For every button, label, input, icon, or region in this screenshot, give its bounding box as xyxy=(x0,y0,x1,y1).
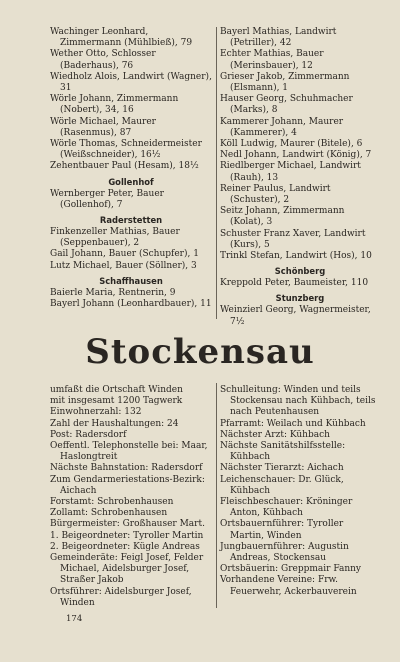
directory-entry: 2. Beigeordneter: Kügle Andreas xyxy=(50,541,200,552)
place-heading: Stunzberg xyxy=(275,293,325,304)
section-title: Stockensau xyxy=(85,332,315,372)
directory-entry: Kreppold Peter, Baumeister, 110 xyxy=(220,278,369,289)
directory-entry: Reiner Paulus, Landwirt (Schuster), 2 xyxy=(220,183,331,206)
directory-entry: Zollamt: Schrobenhausen xyxy=(50,508,168,519)
directory-entry: Wörle Thomas, Schneidermeister (Weißschneider), 16½ xyxy=(50,139,202,161)
directory-entry: umfaßt die Ortschaft Winden xyxy=(50,385,183,395)
directory-entry: Bayerl Johann (Leonhardbauer), 11 xyxy=(50,299,212,310)
directory-entry: Vorhandene Vereine: Frw. Feuerwehr, Ackerbauverein xyxy=(220,575,357,597)
directory-entry: 1. Beigeordneter: Tyroller Martin xyxy=(50,530,204,541)
directory-entry: Pfarramt: Weilach und Kühbach xyxy=(220,418,366,429)
directory-entry: Wörle Johann, Zimmermann (Nobert), 34, 16 xyxy=(50,94,179,116)
place-heading: Raderstetten xyxy=(99,215,163,226)
directory-entry: Wernberger Peter, Bauer (Gollenhof), 7 xyxy=(50,188,164,210)
directory-entry: Oeffentl. Telephonstelle bei: Maar, Haslongtreit xyxy=(50,441,208,463)
directory-entry: Hauser Georg, Schuhmacher (Marks), 8 xyxy=(220,94,353,116)
directory-entry: Trinkl Stefan, Landwirt (Hos), 10 xyxy=(220,251,372,262)
directory-entry: Zehentbauer Paul (Hesam), 18½ xyxy=(50,161,199,172)
upper-right-column xyxy=(220,27,380,328)
directory-entry: Weinzierl Georg, Wagnermeister, 7½ xyxy=(220,305,371,327)
directory-entry: Echter Mathias, Bauer (Merinsbauer), 12 xyxy=(220,49,324,71)
directory-entry: Baierle Maria, Rentnerin, 9 xyxy=(50,287,176,298)
directory-entry: Fleischbeschauer: Kröninger Anton, Kühbach xyxy=(220,497,353,519)
directory-entry: Post: Radersdorf xyxy=(50,429,127,440)
directory-entry: Wörle Michael, Maurer (Rasenmus), 87 xyxy=(50,116,156,138)
directory-entry: Nedl Johann, Landwirt (König), 7 xyxy=(220,150,372,161)
place-heading: Schönberg xyxy=(274,266,326,277)
directory-entry: Nächster Arzt: Kühbach xyxy=(220,429,330,440)
directory-entry: Lutz Michael, Bauer (Söllner), 3 xyxy=(50,260,197,271)
directory-entry: Schulleitung: Winden und teils Stockensau nach Kühbach, teils nach Peutenhausen xyxy=(220,385,376,418)
directory-entry: Kammerer Johann, Maurer (Kammerer), 4 xyxy=(220,116,344,138)
lower-left-column xyxy=(50,385,212,609)
lower-right-column xyxy=(220,385,380,598)
directory-entry: Leichenschauer: Dr. Glück, Kühbach xyxy=(220,474,344,496)
directory-entry: Grieser Jakob, Zimmermann (Elsmann), 1 xyxy=(220,71,350,94)
directory-entry: Wachinger Leonhard, Zimmermann (Mühlbieß), 79 xyxy=(50,27,193,49)
directory-entry: Ortsbäuerin: Greppmair Fanny xyxy=(220,564,361,575)
directory-entry: Ortsbauernführer: Tyroller Martin, Winden xyxy=(220,519,344,541)
directory-entry: Wether Otto, Schlosser (Baderhaus), 76 xyxy=(50,49,156,71)
directory-entry: Bürgermeister: Großhauser Mart. xyxy=(50,519,205,530)
directory-entry: Köll Ludwig, Maurer (Bitele), 6 xyxy=(220,139,363,150)
page-number: 174 xyxy=(66,614,83,624)
directory-entry: Nächster Tierarzt: Aichach xyxy=(220,463,344,474)
place-heading: Schaffhausen xyxy=(99,275,163,286)
column-divider xyxy=(216,383,217,608)
upper-left-column xyxy=(50,27,212,310)
directory-entry: Seitz Johann, Zimmermann (Kolat), 3 xyxy=(220,206,345,228)
directory-entry: Riedlberger Michael, Landwirt (Rauh), 13 xyxy=(220,161,361,183)
directory-entry: Forstamt: Schrobenhausen xyxy=(50,497,174,508)
directory-entry: Finkenzeller Mathias, Bauer (Seppenbauer), 2 xyxy=(50,227,180,249)
directory-entry: Jungbauernführer: Augustin Andreas, Stockensau xyxy=(220,541,349,564)
directory-entry: Ortsführer: Aidelsburger Josef, Winden xyxy=(50,586,192,608)
directory-entry: Gail Johann, Bauer (Schupfer), 1 xyxy=(50,249,199,260)
column-divider xyxy=(216,27,217,319)
directory-entry: Bayerl Mathias, Landwirt (Petriller), 42 xyxy=(220,27,337,49)
directory-entry: Nächste Sanitätshilfsstelle: Kühbach xyxy=(220,441,346,463)
directory-entry: Zum Gendarmeriestations-Bezirk: Aichach xyxy=(50,474,205,496)
place-heading: Gollenhof xyxy=(108,176,154,187)
directory-entry: Wiedholz Alois, Landwirt (Wagner), 31 xyxy=(50,71,212,94)
directory-entry: Schuster Franz Xaver, Landwirt (Kurs), 5 xyxy=(220,228,366,250)
directory-entry: Nächste Bahnstation: Radersdorf xyxy=(50,463,203,474)
directory-entry: Gemeinderäte: Feigl Josef, Felder Michael, Aidelsburger Josef, Straßer Jakob xyxy=(50,553,204,586)
directory-entry: mit insgesamt 1200 Tagwerk xyxy=(50,396,183,407)
directory-entry: Zahl der Haushaltungen: 24 xyxy=(50,418,179,429)
directory-entry: Einwohnerzahl: 132 xyxy=(50,407,142,418)
